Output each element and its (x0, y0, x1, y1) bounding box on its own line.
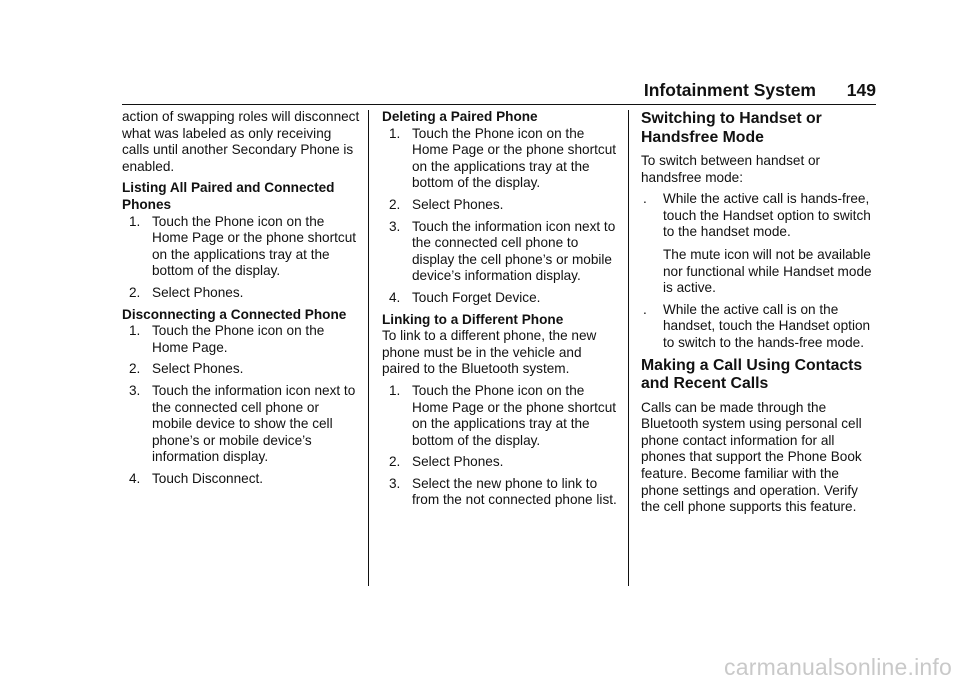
step-number: 4. (129, 470, 141, 486)
list-item (382, 290, 618, 307)
watermark: carmanualsonline.info (724, 654, 952, 680)
bullet-marker: . (643, 301, 647, 317)
list-item (382, 219, 618, 285)
list-item (382, 454, 618, 471)
list-item (122, 361, 360, 378)
steps-listing-phones (122, 214, 360, 302)
list-item (382, 383, 618, 449)
linking-intro: To link to a different phone, the new phone must be in the vehicle and paired to the Bluetooth system. (382, 328, 597, 377)
heading-making-call: Making a Call Using Contacts and Recent Calls (641, 356, 863, 393)
step-number: 2. (129, 284, 141, 300)
list-item (122, 471, 360, 488)
intro-paragraph: action of swapping roles will disconnect what was labeled as only receiving calls until another Secondary Phone is enabled. (122, 109, 360, 174)
step-number: 1. (129, 213, 141, 229)
list-item (641, 302, 879, 352)
bullets-handset-mode (641, 191, 879, 351)
list-item (641, 191, 879, 297)
step-text: Select the new phone to link to from the not connected phone list. (412, 475, 617, 508)
step-number: 3. (389, 218, 401, 234)
heading-handset-handsfree: Switching to Handset or Handsfree Mode (641, 110, 822, 146)
bullet-text: While the active call is hands-free, touch the Handset option to switch to the handset mode. (663, 191, 871, 240)
heading-linking-phone: Linking to a Different Phone (382, 311, 564, 327)
step-text: Touch the Phone icon on the Home Page or the phone shortcut on the applications tray at the bottom of the display. (412, 125, 617, 191)
heading-deleting-phone: Deleting a Paired Phone (382, 109, 538, 124)
steps-deleting-phone (382, 126, 618, 307)
step-text: Touch the information icon next to the connected cell phone to display the cell phone’s or mobile device’s information display. (412, 218, 616, 284)
making-call-body: Calls can be made through the Bluetooth system using personal cell phone contact information for all phones that support the Phone Book feature. Become familiar with the phone settings and operation. Verify the cell phone supports this feature. (641, 399, 862, 515)
step-text: Touch Disconnect. (152, 470, 264, 486)
bullet-marker: . (643, 191, 647, 207)
heading-disconnecting-phone: Disconnecting a Connected Phone (122, 306, 347, 322)
list-item (382, 476, 618, 509)
list-item (122, 323, 360, 356)
step-number: 1. (389, 382, 401, 398)
page-header (616, 82, 876, 104)
page-number: 149 (846, 80, 876, 100)
step-text: Touch the Phone icon on the Home Page or the phone shortcut on the applications tray at the bottom of the display. (152, 213, 357, 279)
step-text: Touch the Phone icon on the Home Page. (152, 323, 325, 355)
section-title: Infotainment System (643, 80, 816, 100)
heading-listing-phones: Listing All Paired and Connected Phones (122, 180, 335, 212)
list-item (122, 285, 360, 302)
list-item (382, 197, 618, 214)
step-text: Touch the Phone icon on the Home Page or the phone shortcut on the applications tray at the bottom of the display. (412, 382, 617, 448)
list-item (382, 126, 618, 192)
step-text: Select Phones. (412, 454, 504, 470)
step-number: 2. (389, 454, 401, 470)
steps-disconnecting-phone (122, 323, 360, 487)
column-divider-2 (628, 110, 629, 586)
step-text: Select Phones. (152, 284, 244, 300)
column-middle (382, 109, 618, 514)
step-text: Select Phones. (152, 361, 244, 377)
step-number: 1. (129, 323, 141, 339)
header-rule (122, 104, 876, 105)
list-item (122, 214, 360, 280)
step-number: 3. (389, 475, 401, 491)
step-number: 1. (389, 125, 401, 141)
handset-intro: To switch between handset or handsfree mode: (641, 153, 821, 185)
step-number: 2. (129, 361, 141, 377)
column-right (641, 109, 879, 521)
step-text: Select Phones. (412, 196, 504, 212)
step-number: 2. (389, 196, 401, 212)
step-number: 3. (129, 382, 141, 398)
steps-linking-phone (382, 383, 618, 509)
step-text: Touch Forget Device. (412, 289, 541, 305)
step-text: Touch the information icon next to the connected cell phone or mobile device to show the cell phone’s or mobile device’s information display. (152, 382, 356, 465)
column-divider-1 (368, 110, 369, 586)
column-left (122, 109, 360, 492)
step-number: 4. (389, 289, 401, 305)
list-item (122, 383, 360, 466)
mute-note: The mute icon will not be available nor functional while Handset mode is active. (663, 246, 872, 296)
bullet-text: While the active call is on the handset, touch the Handset option to switch to the hands-free mode. (663, 301, 871, 350)
